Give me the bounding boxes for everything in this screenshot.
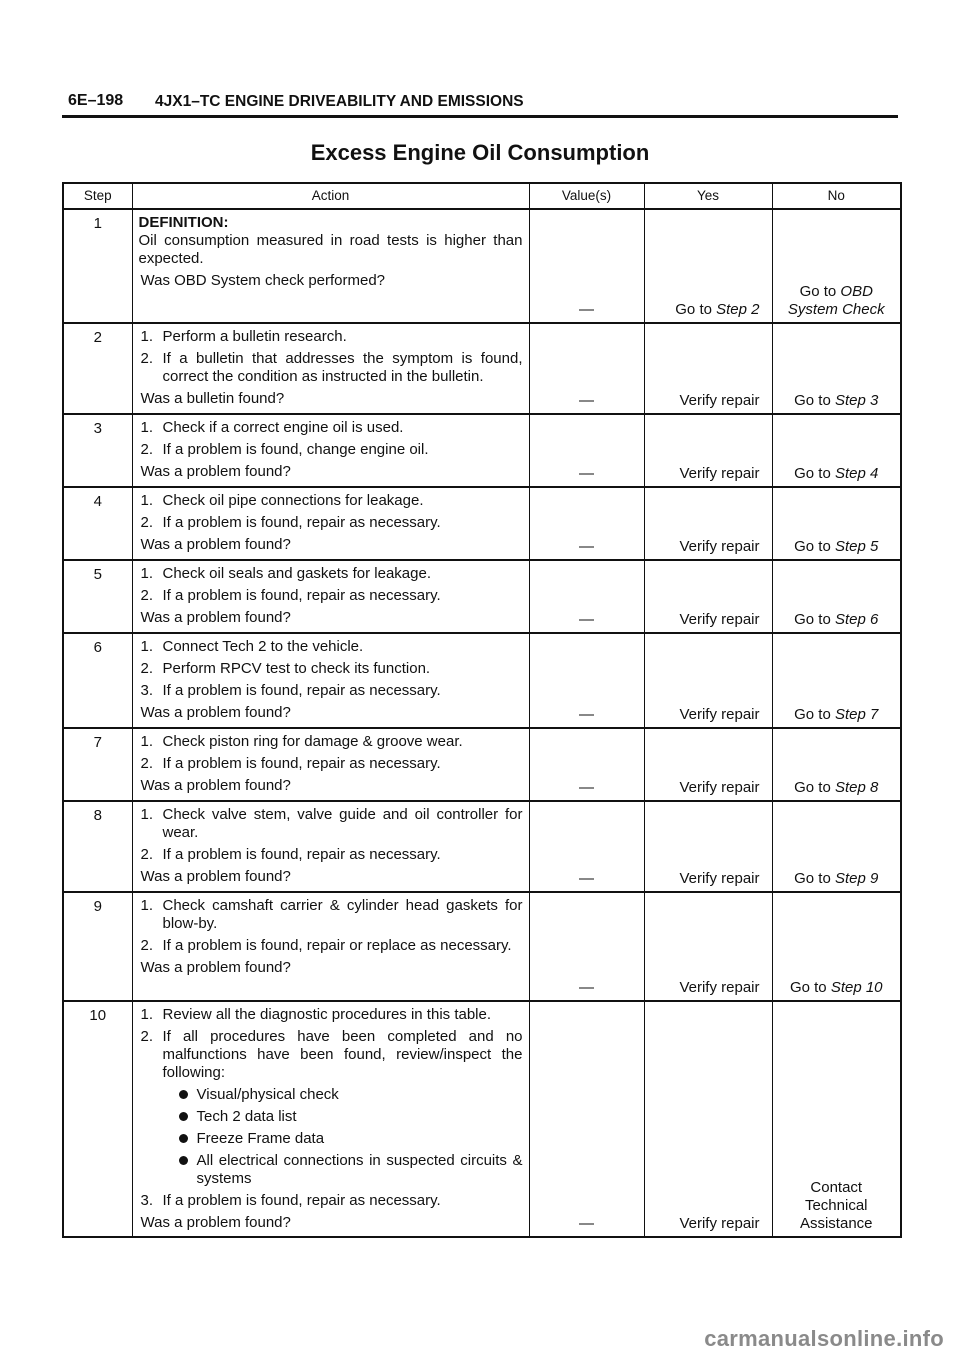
- value-cell: —: [529, 323, 644, 414]
- list-item: Freeze Frame data: [163, 1130, 523, 1148]
- step-number: 4: [63, 487, 132, 560]
- action-item: 2. If a problem is found, change engine oil.: [140, 441, 429, 458]
- action-item: 1. Perform a bulletin research.: [140, 328, 347, 345]
- step-number: 9: [63, 892, 132, 1001]
- header-rule: [62, 115, 898, 118]
- value-cell: —: [529, 487, 644, 560]
- yes-cell: Verify repair: [644, 633, 772, 728]
- yes-cell: Verify repair: [644, 560, 772, 633]
- value-cell: —: [529, 209, 644, 323]
- yes-prefix: Go to: [675, 301, 717, 318]
- bullet-icon: [179, 1090, 188, 1099]
- action-cell: [132, 892, 529, 1001]
- step-question: Was a problem found?: [140, 536, 291, 553]
- table-row: [63, 1001, 901, 1237]
- step-number: 3: [63, 414, 132, 487]
- yes-cell: Verify repair: [644, 728, 772, 801]
- no-step-link[interactable]: Step 6: [834, 611, 879, 628]
- value-cell: —: [529, 633, 644, 728]
- value-cell: —: [529, 728, 644, 801]
- step-question: Was OBD System check performed?: [140, 272, 386, 289]
- list-item: All electrical connections in suspected circuits & systems: [163, 1152, 523, 1188]
- action-cell: [132, 728, 529, 801]
- step-question: Was a problem found?: [140, 959, 291, 976]
- table-row: [63, 414, 901, 487]
- action-item: 1. Check camshaft carrier & cylinder head gaskets for blow-by.: [140, 897, 523, 932]
- yes-cell: Verify repair: [644, 323, 772, 414]
- no-cell: Go to Step 6: [772, 560, 901, 633]
- step-question: Was a problem found?: [140, 777, 291, 794]
- no-step-link[interactable]: Step 3: [834, 392, 879, 409]
- step-question: Was a bulletin found?: [140, 390, 285, 407]
- action-item: 1. Check oil pipe connections for leakage.: [140, 492, 424, 509]
- section-title: 4JX1–TC ENGINE DRIVEABILITY AND EMISSIONS: [155, 93, 524, 110]
- no-cell: Go to Step 7: [772, 633, 901, 728]
- no-cell: Go to Step 9: [772, 801, 901, 892]
- no-step-link[interactable]: Step 4: [834, 465, 879, 482]
- no-step-link[interactable]: Step 8: [834, 779, 879, 796]
- action-cell: [132, 487, 529, 560]
- action-item: 1. Connect Tech 2 to the vehicle.: [140, 638, 364, 655]
- action-item: 2. If a problem is found, repair as necessary.: [140, 755, 441, 772]
- step-question: Was a problem found?: [140, 463, 291, 480]
- no-step-link[interactable]: Step 9: [834, 870, 879, 887]
- definition-text: Oil consumption measured in road tests is higher than expected.: [138, 232, 523, 267]
- col-header-yes: Yes: [644, 183, 772, 209]
- no-step-link[interactable]: Step 5: [834, 538, 879, 555]
- action-item: 2. If a problem is found, repair as necessary.: [140, 846, 441, 863]
- step-number: 1: [63, 209, 132, 323]
- action-item: 2. If all procedures have been completed and no malfunctions have been found, review/inspect the following: Visual/physical check Tech 2 data list Freeze Frame data All electrical connections in suspected circuits & systems: [140, 1028, 523, 1187]
- table-row: [63, 323, 901, 414]
- action-cell: [132, 560, 529, 633]
- table-row: [63, 560, 901, 633]
- bullet-icon: [179, 1134, 188, 1143]
- action-item: 3. If a problem is found, repair as necessary.: [140, 682, 441, 699]
- step-number: 7: [63, 728, 132, 801]
- bullet-icon: [179, 1156, 188, 1165]
- action-item: 2. If a problem is found, repair as necessary.: [140, 587, 441, 604]
- action-cell: [132, 414, 529, 487]
- action-item: 3. If a problem is found, repair as necessary.: [140, 1192, 441, 1209]
- action-item: 2. If a problem is found, repair or replace as necessary.: [140, 937, 512, 954]
- step-question: Was a problem found?: [140, 609, 291, 626]
- action-item: 1. Check piston ring for damage & groove wear.: [140, 733, 463, 750]
- no-cell: Go to Step 10: [772, 892, 901, 1001]
- step-question: Was a problem found?: [140, 704, 291, 721]
- yes-cell: Verify repair: [644, 1001, 772, 1237]
- value-cell: —: [529, 1001, 644, 1237]
- table-row: [63, 728, 901, 801]
- table-row: [63, 892, 901, 1001]
- yes-cell: Verify repair: [644, 801, 772, 892]
- list-item: Visual/physical check: [163, 1086, 523, 1104]
- action-cell: [132, 1001, 529, 1237]
- no-cell: Go to Step 8: [772, 728, 901, 801]
- action-cell: [132, 633, 529, 728]
- col-header-action: Action: [132, 183, 529, 209]
- value-cell: —: [529, 801, 644, 892]
- page-title: Excess Engine Oil Consumption: [310, 140, 650, 165]
- no-cell: Contact Technical Assistance: [772, 1001, 901, 1237]
- action-item: 1. Check oil seals and gaskets for leakage.: [140, 565, 431, 582]
- step-number: 10: [63, 1001, 132, 1237]
- yes-cell: [644, 209, 772, 323]
- diagnostic-table: [62, 182, 902, 1238]
- yes-cell: Verify repair: [644, 487, 772, 560]
- action-cell: [132, 323, 529, 414]
- step-number: 2: [63, 323, 132, 414]
- action-item: 1. Check if a correct engine oil is used.: [140, 419, 404, 436]
- action-cell: [132, 209, 529, 323]
- step-question: Was a problem found?: [140, 868, 291, 885]
- table-row: [63, 801, 901, 892]
- action-item: 2. If a bulletin that addresses the symptom is found, correct the condition as instructed in the bulletin.: [140, 350, 523, 385]
- table-row: [63, 487, 901, 560]
- action-item: 2. If a problem is found, repair as necessary.: [140, 514, 441, 531]
- value-cell: —: [529, 414, 644, 487]
- no-cell: Go to Step 3: [772, 323, 901, 414]
- yes-step-link[interactable]: Step 2: [716, 301, 760, 318]
- step-number: 6: [63, 633, 132, 728]
- no-cell: Go to Step 4: [772, 414, 901, 487]
- step-question: Was a problem found?: [140, 1214, 291, 1231]
- watermark: carmanualsonline.info: [704, 1326, 944, 1351]
- col-header-values: Value(s): [529, 183, 644, 209]
- no-cell: [772, 209, 901, 323]
- no-step-link[interactable]: Step 7: [834, 706, 879, 723]
- page-number: 6E–198: [68, 92, 124, 109]
- step-number: 5: [63, 560, 132, 633]
- no-step-link[interactable]: Step 10: [830, 979, 883, 996]
- list-item: Tech 2 data list: [163, 1108, 523, 1126]
- table-header-row: [63, 183, 901, 209]
- col-header-no: No: [772, 183, 901, 209]
- bullet-icon: [179, 1112, 188, 1121]
- table-row: [63, 209, 901, 323]
- yes-cell: Verify repair: [644, 414, 772, 487]
- action-item: 1. Review all the diagnostic procedures in this table.: [140, 1006, 492, 1023]
- definition-label: DEFINITION:: [138, 214, 229, 231]
- page-header: [62, 90, 898, 118]
- step-number: 8: [63, 801, 132, 892]
- action-item: 1. Check valve stem, valve guide and oil controller for wear.: [140, 806, 523, 841]
- no-cell: Go to Step 5: [772, 487, 901, 560]
- table-row: [63, 633, 901, 728]
- inspection-list: [163, 1086, 523, 1188]
- no-obd-check-link[interactable]: OBD System Check: [787, 283, 885, 318]
- action-cell: [132, 801, 529, 892]
- value-cell: —: [529, 560, 644, 633]
- action-item: 2. Perform RPCV test to check its function.: [140, 660, 431, 677]
- value-cell: —: [529, 892, 644, 1001]
- yes-cell: Verify repair: [644, 892, 772, 1001]
- col-header-step: Step: [63, 183, 132, 209]
- no-prefix: Go to: [799, 283, 841, 300]
